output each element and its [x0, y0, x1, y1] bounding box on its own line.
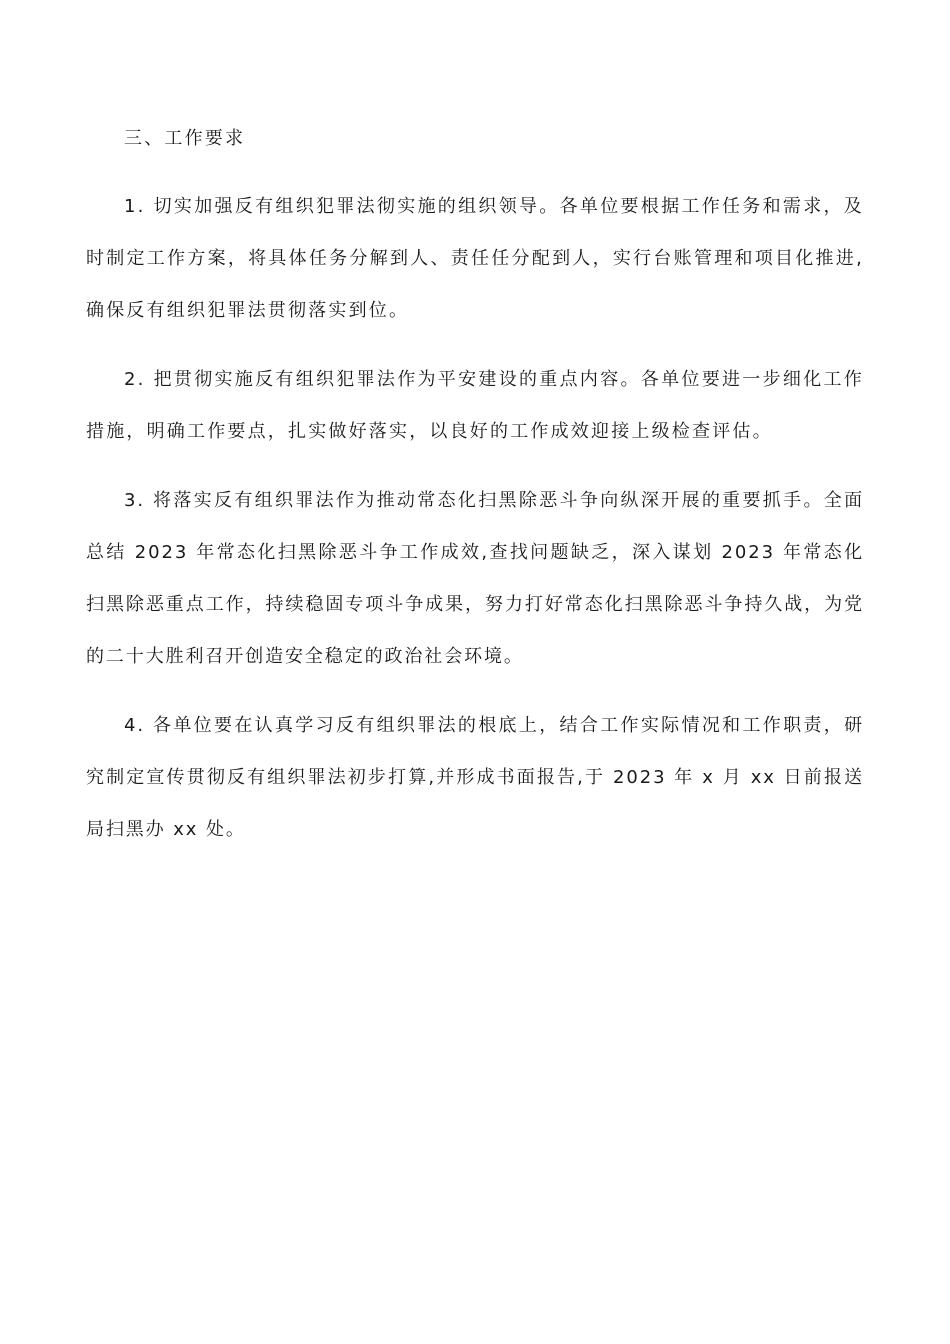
- paragraph-3: 3. 将落实反有组织罪法作为推动常态化扫黑除恶斗争向纵深开展的重要抓手。全面总结 2023 年常态化扫黑除恶斗争工作成效,查找问题缺乏，深入谋划 2023 年常态化扫黑除恶重点工作，持续稳固专项斗争成果，努力打好常态化扫黑除恶斗争持久战，为党的二十大胜利召开创造安全稳定的政治社会环境。: [86, 490, 864, 667]
- paragraph-2: 2. 把贯彻实施反有组织犯罪法作为平安建设的重点内容。各单位要进一步细化工作措施，明确工作要点，扎实做好落实，以良好的工作成效迎接上级检查评估。: [86, 369, 864, 442]
- paragraph-4: 4. 各单位要在认真学习反有组织罪法的根底上，结合工作实际情况和工作职责，研究制定宣传贯彻反有组织罪法初步打算,并形成书面报告,于 2023 年 x 月 xx 日前报送局扫黑办 xx 处。: [86, 715, 864, 840]
- document-body: [86, 120, 864, 856]
- paragraph-1: 1. 切实加强反有组织犯罪法彻实施的组织领导。各单位要根据工作任务和需求，及时制定工作方案，将具体任务分解到人、责任任分配到人，实行台账管理和项目化推进,确保反有组织犯罪法贯彻落实到位。: [86, 196, 864, 321]
- section-heading: 三、工作要求: [124, 128, 246, 149]
